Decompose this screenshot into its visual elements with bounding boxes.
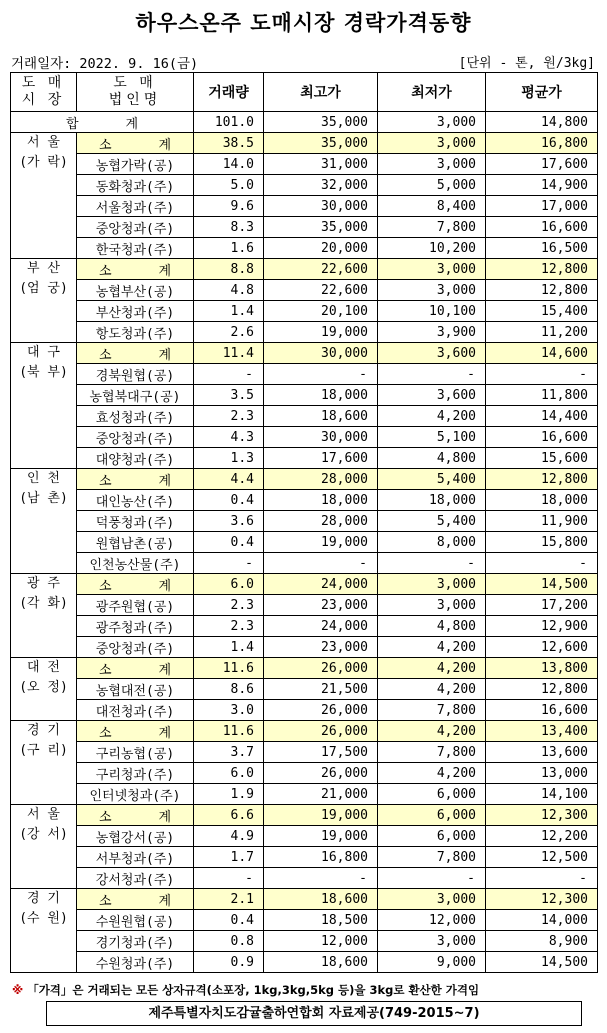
market-name: 대 구 (북 부) xyxy=(11,343,77,469)
volume-cell: 0.4 xyxy=(194,490,264,511)
max-price-cell: 19,000 xyxy=(264,805,378,826)
corporation-name: 중앙청과(주) xyxy=(77,217,194,238)
min-price-cell: 3,000 xyxy=(378,133,486,154)
corporation-name: 구리청과(주) xyxy=(77,763,194,784)
max-price-cell: 21,000 xyxy=(264,784,378,805)
corporation-name: 강서청과(주) xyxy=(77,868,194,889)
corporation-name: 구리농협(공) xyxy=(77,742,194,763)
table-row xyxy=(11,427,598,448)
min-price-cell: 3,000 xyxy=(378,889,486,910)
footnote-text: 「가격」은 거래되는 모든 상자규격(소포장, 1kg,3kg,5kg 등)을 3kg로 환산한 가격임 xyxy=(27,983,480,997)
max-price-cell: 20,100 xyxy=(264,301,378,322)
avg-price-cell: 17,600 xyxy=(486,154,598,175)
max-price-cell: 32,000 xyxy=(264,175,378,196)
volume-cell: 11.6 xyxy=(194,658,264,679)
table-row xyxy=(11,532,598,553)
table-row xyxy=(11,280,598,301)
avg-price-cell: - xyxy=(486,364,598,385)
volume-cell: 2.1 xyxy=(194,889,264,910)
market-name: 서 울 (가 락) xyxy=(11,133,77,259)
min-price-cell: - xyxy=(378,364,486,385)
max-price-cell: 23,000 xyxy=(264,637,378,658)
total-min: 3,000 xyxy=(378,112,486,133)
min-price-cell: 3,900 xyxy=(378,322,486,343)
min-price-cell: 5,400 xyxy=(378,511,486,532)
corporation-name: 경북원협(공) xyxy=(77,364,194,385)
avg-price-cell: 12,200 xyxy=(486,826,598,847)
table-row xyxy=(11,952,598,973)
header-corporation: 도 매 법인명 xyxy=(77,73,194,112)
table-row xyxy=(11,742,598,763)
avg-price-cell: 13,800 xyxy=(486,658,598,679)
subtotal-row xyxy=(11,574,598,595)
market-name: 대 전 (오 정) xyxy=(11,658,77,721)
market-name: 인 천 (남 촌) xyxy=(11,469,77,574)
header-volume: 거래량 xyxy=(194,73,264,112)
market-name: 서 울 (강 서) xyxy=(11,805,77,889)
avg-price-cell: 11,800 xyxy=(486,385,598,406)
corporation-name: 농협가락(공) xyxy=(77,154,194,175)
corporation-name: 농협대전(공) xyxy=(77,679,194,700)
volume-cell: 0.4 xyxy=(194,910,264,931)
volume-cell: 3.5 xyxy=(194,385,264,406)
min-price-cell: 6,000 xyxy=(378,805,486,826)
volume-cell: 0.9 xyxy=(194,952,264,973)
avg-price-cell: 12,800 xyxy=(486,469,598,490)
volume-cell: 38.5 xyxy=(194,133,264,154)
table-row xyxy=(11,826,598,847)
avg-price-cell: 12,300 xyxy=(486,805,598,826)
max-price-cell: 24,000 xyxy=(264,616,378,637)
min-price-cell: 3,000 xyxy=(378,280,486,301)
table-row xyxy=(11,868,598,889)
corporation-name: 소 계 xyxy=(77,721,194,742)
avg-price-cell: 14,000 xyxy=(486,910,598,931)
corporation-name: 소 계 xyxy=(77,889,194,910)
subtotal-row xyxy=(11,259,598,280)
min-price-cell: 7,800 xyxy=(378,847,486,868)
avg-price-cell: 14,900 xyxy=(486,175,598,196)
volume-cell: 3.7 xyxy=(194,742,264,763)
volume-cell: 1.9 xyxy=(194,784,264,805)
table-row xyxy=(11,217,598,238)
volume-cell: 1.7 xyxy=(194,847,264,868)
avg-price-cell: 12,800 xyxy=(486,280,598,301)
max-price-cell: 28,000 xyxy=(264,511,378,532)
corporation-name: 소 계 xyxy=(77,574,194,595)
min-price-cell: 4,200 xyxy=(378,721,486,742)
volume-cell: - xyxy=(194,868,264,889)
max-price-cell: 30,000 xyxy=(264,196,378,217)
corporation-name: 소 계 xyxy=(77,343,194,364)
volume-cell: 1.4 xyxy=(194,301,264,322)
corporation-name: 대인농산(주) xyxy=(77,490,194,511)
corporation-name: 항도청과(주) xyxy=(77,322,194,343)
max-price-cell: 31,000 xyxy=(264,154,378,175)
corporation-name: 농협북대구(공) xyxy=(77,385,194,406)
table-row xyxy=(11,910,598,931)
corporation-name: 효성청과(주) xyxy=(77,406,194,427)
subtotal-row xyxy=(11,469,598,490)
volume-cell: 8.3 xyxy=(194,217,264,238)
avg-price-cell: 8,900 xyxy=(486,931,598,952)
min-price-cell: 4,200 xyxy=(378,658,486,679)
table-row xyxy=(11,406,598,427)
corporation-name: 대전청과(주) xyxy=(77,700,194,721)
corporation-name: 소 계 xyxy=(77,133,194,154)
corporation-name: 소 계 xyxy=(77,259,194,280)
volume-cell: 3.0 xyxy=(194,700,264,721)
max-price-cell: 12,000 xyxy=(264,931,378,952)
min-price-cell: 3,000 xyxy=(378,574,486,595)
trade-date: 거래일자: 2022. 9. 16(금) xyxy=(11,56,199,72)
market-name: 광 주 (각 화) xyxy=(11,574,77,658)
table-row xyxy=(11,931,598,952)
min-price-cell: 7,800 xyxy=(378,217,486,238)
max-price-cell: 35,000 xyxy=(264,133,378,154)
corporation-name: 소 계 xyxy=(77,469,194,490)
avg-price-cell: 15,400 xyxy=(486,301,598,322)
volume-cell: 4.4 xyxy=(194,469,264,490)
volume-cell: 8.6 xyxy=(194,679,264,700)
volume-cell: 4.9 xyxy=(194,826,264,847)
avg-price-cell: 14,600 xyxy=(486,343,598,364)
table-row xyxy=(11,763,598,784)
volume-cell: 4.8 xyxy=(194,280,264,301)
volume-cell: 8.8 xyxy=(194,259,264,280)
corporation-name: 중앙청과(주) xyxy=(77,637,194,658)
avg-price-cell: 12,300 xyxy=(486,889,598,910)
max-price-cell: 35,000 xyxy=(264,217,378,238)
table-row xyxy=(11,196,598,217)
min-price-cell: 3,000 xyxy=(378,595,486,616)
header-max: 최고가 xyxy=(264,73,378,112)
volume-cell: 6.6 xyxy=(194,805,264,826)
volume-cell: 3.6 xyxy=(194,511,264,532)
min-price-cell: 3,600 xyxy=(378,343,486,364)
corporation-name: 인천농산물(주) xyxy=(77,553,194,574)
reference-mark: ※ xyxy=(12,983,24,997)
corporation-name: 원협남촌(공) xyxy=(77,532,194,553)
avg-price-cell: - xyxy=(486,553,598,574)
max-price-cell: 18,600 xyxy=(264,406,378,427)
corporation-name: 서울청과(주) xyxy=(77,196,194,217)
subtotal-row xyxy=(11,658,598,679)
table-row xyxy=(11,364,598,385)
avg-price-cell: 16,600 xyxy=(486,700,598,721)
max-price-cell: 18,000 xyxy=(264,490,378,511)
avg-price-cell: 11,200 xyxy=(486,322,598,343)
unit-note: [단위 - 톤, 원/3kg] xyxy=(458,56,595,71)
volume-cell: 1.6 xyxy=(194,238,264,259)
table-row xyxy=(11,154,598,175)
corporation-name: 부산청과(주) xyxy=(77,301,194,322)
market-name: 경 기 (수 원) xyxy=(11,889,77,973)
subtotal-row xyxy=(11,889,598,910)
max-price-cell: 16,800 xyxy=(264,847,378,868)
corporation-name: 서부청과(주) xyxy=(77,847,194,868)
avg-price-cell: 15,800 xyxy=(486,532,598,553)
table-row xyxy=(11,700,598,721)
min-price-cell: 8,400 xyxy=(378,196,486,217)
table-row xyxy=(11,784,598,805)
volume-cell: 0.8 xyxy=(194,931,264,952)
max-price-cell: 19,000 xyxy=(264,826,378,847)
footnote xyxy=(12,982,479,998)
avg-price-cell: 14,100 xyxy=(486,784,598,805)
header-avg: 평균가 xyxy=(486,73,598,112)
max-price-cell: 26,000 xyxy=(264,763,378,784)
avg-price-cell: 16,600 xyxy=(486,217,598,238)
avg-price-cell: 15,600 xyxy=(486,448,598,469)
min-price-cell: 5,000 xyxy=(378,175,486,196)
avg-price-cell: 18,000 xyxy=(486,490,598,511)
min-price-cell: 12,000 xyxy=(378,910,486,931)
corporation-name: 소 계 xyxy=(77,805,194,826)
max-price-cell: 22,600 xyxy=(264,280,378,301)
max-price-cell: 18,500 xyxy=(264,910,378,931)
min-price-cell: 4,800 xyxy=(378,448,486,469)
max-price-cell: 26,000 xyxy=(264,721,378,742)
volume-cell: 0.4 xyxy=(194,532,264,553)
corporation-name: 수원원협(공) xyxy=(77,910,194,931)
min-price-cell: 10,100 xyxy=(378,301,486,322)
volume-cell: - xyxy=(194,553,264,574)
table-row xyxy=(11,679,598,700)
market-name: 부 산 (엄 궁) xyxy=(11,259,77,343)
volume-cell: 4.3 xyxy=(194,427,264,448)
avg-price-cell: 14,500 xyxy=(486,952,598,973)
credit-box: 제주특별자치도감귤출하연합회 자료제공(749-2015~7) xyxy=(46,1001,582,1026)
min-price-cell: 7,800 xyxy=(378,742,486,763)
corporation-name: 광주청과(주) xyxy=(77,616,194,637)
min-price-cell: 5,100 xyxy=(378,427,486,448)
avg-price-cell: 16,500 xyxy=(486,238,598,259)
max-price-cell: 30,000 xyxy=(264,343,378,364)
max-price-cell: 21,500 xyxy=(264,679,378,700)
subtotal-row xyxy=(11,805,598,826)
min-price-cell: 10,200 xyxy=(378,238,486,259)
min-price-cell: - xyxy=(378,868,486,889)
volume-cell: - xyxy=(194,364,264,385)
max-price-cell: 28,000 xyxy=(264,469,378,490)
table-row xyxy=(11,595,598,616)
corporation-name: 한국청과(주) xyxy=(77,238,194,259)
volume-cell: 2.3 xyxy=(194,595,264,616)
max-price-cell: 23,000 xyxy=(264,595,378,616)
corporation-name: 농협강서(공) xyxy=(77,826,194,847)
avg-price-cell: 13,600 xyxy=(486,742,598,763)
min-price-cell: 9,000 xyxy=(378,952,486,973)
table-row xyxy=(11,322,598,343)
volume-cell: 6.0 xyxy=(194,574,264,595)
max-price-cell: 18,600 xyxy=(264,889,378,910)
price-table xyxy=(10,72,598,973)
avg-price-cell: 11,900 xyxy=(486,511,598,532)
max-price-cell: - xyxy=(264,868,378,889)
max-price-cell: 17,500 xyxy=(264,742,378,763)
volume-cell: 5.0 xyxy=(194,175,264,196)
max-price-cell: 20,000 xyxy=(264,238,378,259)
volume-cell: 6.0 xyxy=(194,763,264,784)
table-row xyxy=(11,637,598,658)
max-price-cell: - xyxy=(264,364,378,385)
avg-price-cell: 17,000 xyxy=(486,196,598,217)
max-price-cell: 30,000 xyxy=(264,427,378,448)
max-price-cell: - xyxy=(264,553,378,574)
avg-price-cell: 17,200 xyxy=(486,595,598,616)
max-price-cell: 19,000 xyxy=(264,322,378,343)
header-min: 최저가 xyxy=(378,73,486,112)
avg-price-cell: 16,800 xyxy=(486,133,598,154)
min-price-cell: 4,200 xyxy=(378,637,486,658)
table-row xyxy=(11,448,598,469)
min-price-cell: 3,000 xyxy=(378,154,486,175)
table-row xyxy=(11,511,598,532)
avg-price-cell: 12,900 xyxy=(486,616,598,637)
volume-cell: 14.0 xyxy=(194,154,264,175)
corporation-name: 덕풍청과(주) xyxy=(77,511,194,532)
volume-cell: 2.3 xyxy=(194,616,264,637)
corporation-name: 수원청과(주) xyxy=(77,952,194,973)
volume-cell: 2.6 xyxy=(194,322,264,343)
max-price-cell: 18,000 xyxy=(264,385,378,406)
page-title: 하우스온주 도매시장 경락가격동향 xyxy=(135,11,472,35)
total-label: 합 계 xyxy=(11,112,194,133)
avg-price-cell: 13,400 xyxy=(486,721,598,742)
subtotal-row xyxy=(11,133,598,154)
min-price-cell: 3,000 xyxy=(378,259,486,280)
total-row xyxy=(11,112,598,133)
max-price-cell: 26,000 xyxy=(264,658,378,679)
min-price-cell: 18,000 xyxy=(378,490,486,511)
max-price-cell: 19,000 xyxy=(264,532,378,553)
min-price-cell: 4,200 xyxy=(378,679,486,700)
table-row xyxy=(11,490,598,511)
total-avg: 14,800 xyxy=(486,112,598,133)
avg-price-cell: 16,600 xyxy=(486,427,598,448)
table-header-row xyxy=(11,73,598,112)
total-volume: 101.0 xyxy=(194,112,264,133)
corporation-name: 광주원협(공) xyxy=(77,595,194,616)
min-price-cell: 4,200 xyxy=(378,763,486,784)
avg-price-cell: 12,600 xyxy=(486,637,598,658)
volume-cell: 9.6 xyxy=(194,196,264,217)
corporation-name: 동화청과(주) xyxy=(77,175,194,196)
min-price-cell: 5,400 xyxy=(378,469,486,490)
market-name: 경 기 (구 리) xyxy=(11,721,77,805)
max-price-cell: 18,600 xyxy=(264,952,378,973)
volume-cell: 11.6 xyxy=(194,721,264,742)
table-row xyxy=(11,553,598,574)
volume-cell: 2.3 xyxy=(194,406,264,427)
table-row xyxy=(11,847,598,868)
table-row xyxy=(11,301,598,322)
min-price-cell: 4,800 xyxy=(378,616,486,637)
avg-price-cell: 14,500 xyxy=(486,574,598,595)
avg-price-cell: 12,800 xyxy=(486,259,598,280)
corporation-name: 소 계 xyxy=(77,658,194,679)
max-price-cell: 17,600 xyxy=(264,448,378,469)
table-row xyxy=(11,385,598,406)
min-price-cell: 8,000 xyxy=(378,532,486,553)
corporation-name: 인터넷청과(주) xyxy=(77,784,194,805)
min-price-cell: 6,000 xyxy=(378,784,486,805)
volume-cell: 1.4 xyxy=(194,637,264,658)
subtotal-row xyxy=(11,721,598,742)
max-price-cell: 24,000 xyxy=(264,574,378,595)
avg-price-cell: 12,500 xyxy=(486,847,598,868)
table-row xyxy=(11,238,598,259)
volume-cell: 1.3 xyxy=(194,448,264,469)
min-price-cell: 6,000 xyxy=(378,826,486,847)
avg-price-cell: 12,800 xyxy=(486,679,598,700)
min-price-cell: 3,600 xyxy=(378,385,486,406)
subtotal-row xyxy=(11,343,598,364)
min-price-cell: - xyxy=(378,553,486,574)
avg-price-cell: 14,400 xyxy=(486,406,598,427)
total-max: 35,000 xyxy=(264,112,378,133)
table-row xyxy=(11,175,598,196)
min-price-cell: 7,800 xyxy=(378,700,486,721)
corporation-name: 대양청과(주) xyxy=(77,448,194,469)
header-market: 도 매 시 장 xyxy=(11,73,77,112)
max-price-cell: 26,000 xyxy=(264,700,378,721)
avg-price-cell: 13,000 xyxy=(486,763,598,784)
avg-price-cell: - xyxy=(486,868,598,889)
max-price-cell: 22,600 xyxy=(264,259,378,280)
min-price-cell: 3,000 xyxy=(378,931,486,952)
min-price-cell: 4,200 xyxy=(378,406,486,427)
volume-cell: 11.4 xyxy=(194,343,264,364)
table-row xyxy=(11,616,598,637)
corporation-name: 경기청과(주) xyxy=(77,931,194,952)
corporation-name: 농협부산(공) xyxy=(77,280,194,301)
corporation-name: 중앙청과(주) xyxy=(77,427,194,448)
